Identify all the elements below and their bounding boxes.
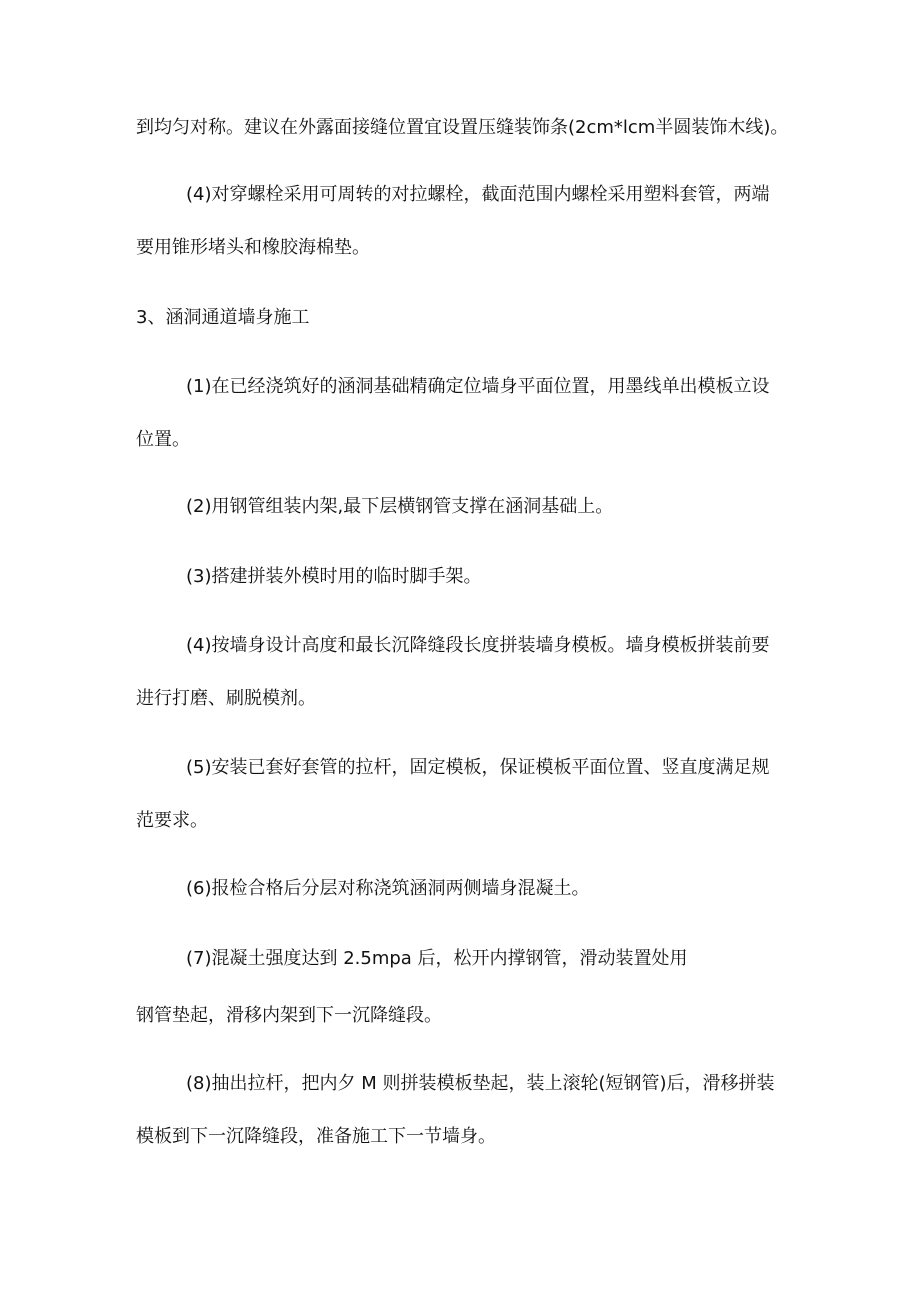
text-line: 到均匀对称。建议在外露面接缝位置宜设置压缝装饰条(2cm*lcm半圆装饰木线)。	[136, 117, 789, 138]
text-line: 位置。	[136, 429, 190, 450]
text-line: 模板到下一沉降缝段，准备施工下一节墙身。	[136, 1126, 496, 1147]
text-line: 进行打磨、刷脱模剂。	[136, 688, 316, 709]
text-line: (4)按墙身设计高度和最长沉降缝段长度拼装墙身模板。墙身模板拼装前要	[186, 635, 770, 656]
text-line: (6)报检合格后分层对称浇筑涵洞两侧墙身混凝土。	[186, 878, 590, 899]
text-line: (1)在已经浇筑好的涵洞基础精确定位墙身平面位置，用墨线单出模板立设	[186, 376, 770, 397]
text-line: (7)混凝土强度达到 2.5mpa 后，松开内撑钢管，滑动装置处用	[186, 948, 688, 969]
text-line: 范要求。	[136, 810, 208, 831]
section-heading: 3、涵洞通道墙身施工	[136, 307, 310, 328]
text-line: (4)对穿螺栓采用可周转的对拉螺栓，截面范围内螺栓采用塑料套管，两端	[186, 184, 770, 205]
text-line: (3)搭建拼装外模时用的临时脚手架。	[186, 566, 482, 587]
text-line: 钢管垫起，滑移内架到下一沉降缝段。	[136, 1005, 442, 1026]
text-line: (5)安装已套好套管的拉杆，固定模板，保证模板平面位置、竖直度满足规	[186, 757, 770, 778]
text-line: (2)用钢管组装内架,最下层横钢管支撑在涵洞基础上。	[186, 496, 614, 517]
text-line: (8)抽出拉杆，把内夕 M 则拼装模板垫起，装上滚轮(短钢管)后，滑移拼装	[186, 1073, 775, 1094]
text-line: 要用锥形堵头和橡胶海棉垫。	[136, 237, 370, 258]
